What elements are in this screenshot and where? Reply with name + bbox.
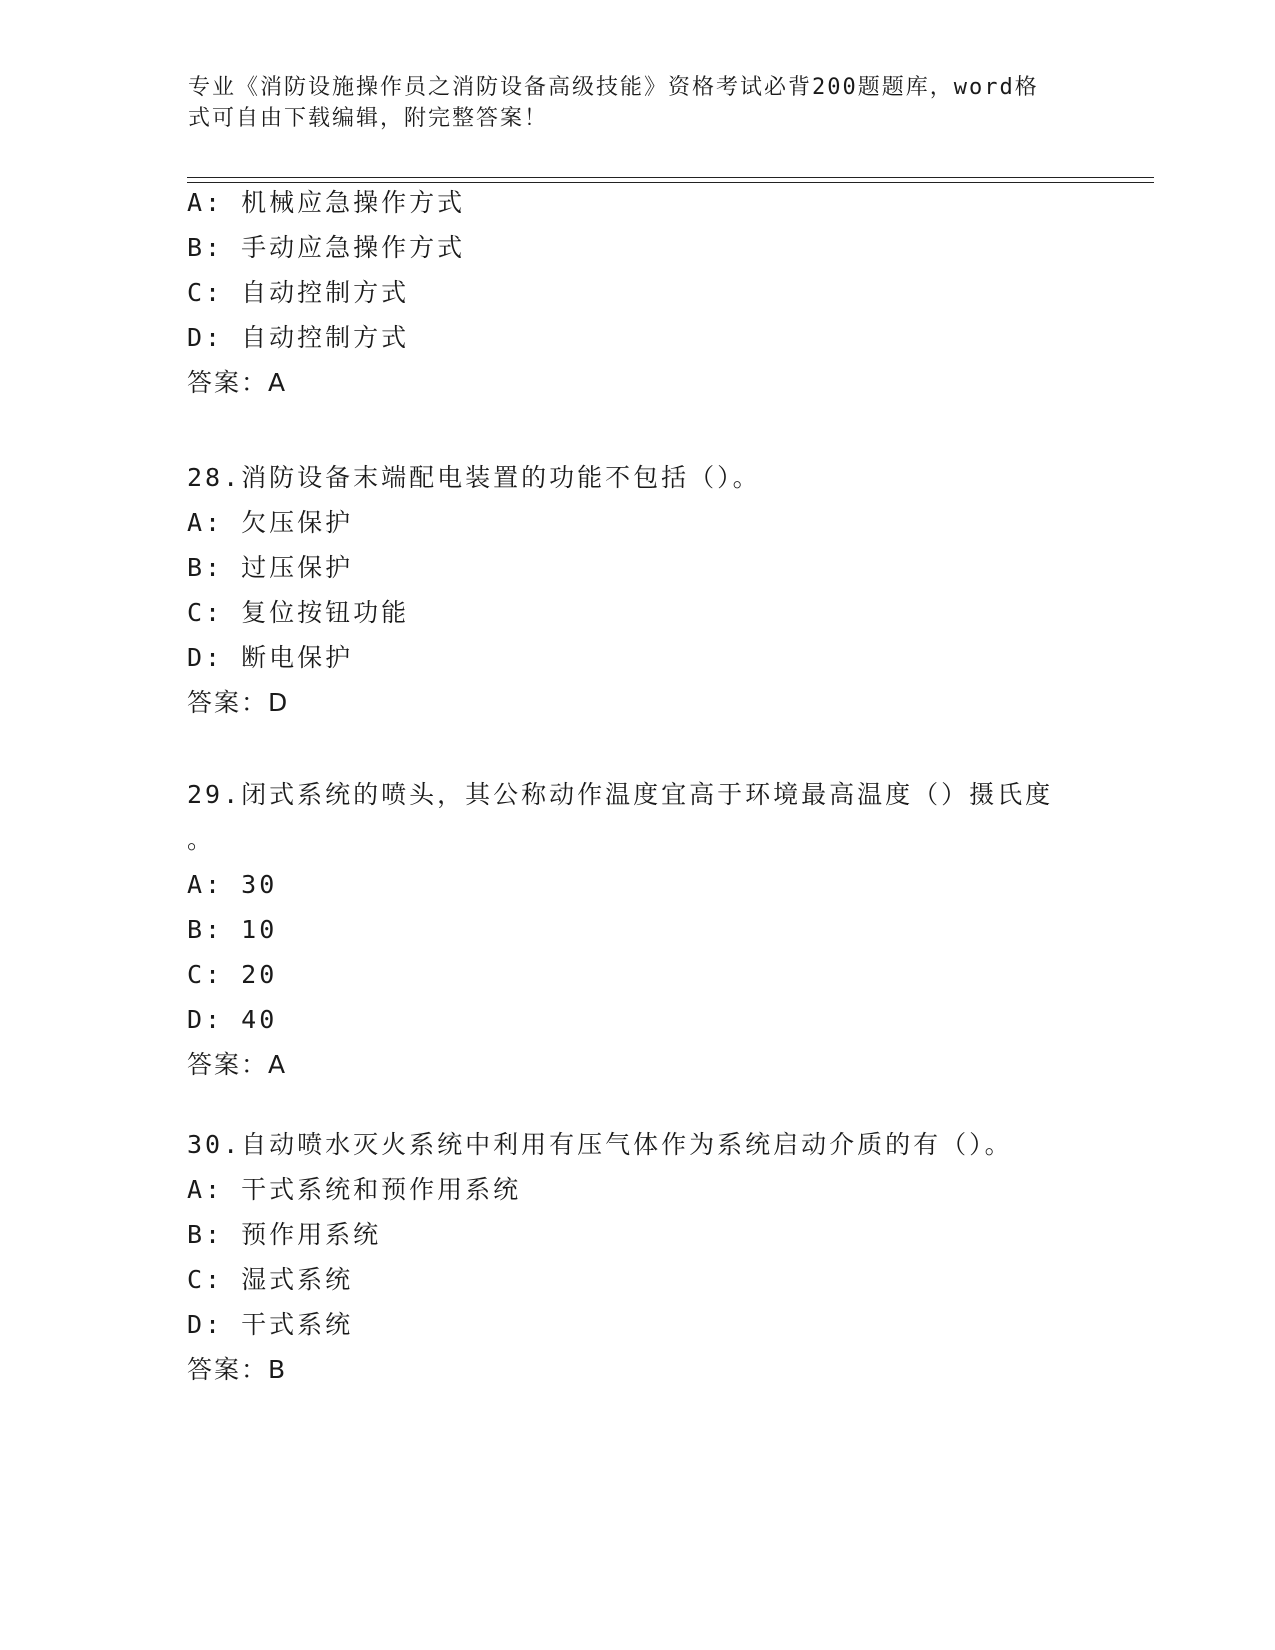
option-c: C: 自动控制方式 [187, 278, 410, 307]
option-c: C: 湿式系统 [187, 1265, 354, 1294]
document-header [188, 72, 1068, 134]
option-d: D: 断电保护 [187, 643, 354, 672]
option-b: B: 10 [187, 915, 278, 944]
question-text-continued: 。 [187, 825, 216, 854]
question-28-block [187, 455, 1087, 725]
option-b: B: 过压保护 [187, 553, 354, 582]
option-c: C: 复位按钮功能 [187, 598, 410, 627]
option-c: C: 20 [187, 960, 278, 989]
header-line-2: 式可自由下载编辑，附完整答案！ [188, 106, 549, 131]
question-text: 29.闭式系统的喷头，其公称动作温度宜高于环境最高温度（）摄氏度 [187, 780, 1054, 809]
question-30-block [187, 1122, 1087, 1392]
answer-label: 答案：A [187, 368, 288, 397]
option-d: D: 干式系统 [187, 1310, 354, 1339]
option-a: A: 干式系统和预作用系统 [187, 1175, 522, 1204]
option-a: A: 30 [187, 870, 278, 899]
question-29-block [187, 772, 1087, 1087]
option-b: B: 预作用系统 [187, 1220, 382, 1249]
question-27-block [187, 180, 1087, 405]
option-d: D: 自动控制方式 [187, 323, 410, 352]
answer-label: 答案：A [187, 1050, 288, 1079]
option-b: B: 手动应急操作方式 [187, 233, 466, 262]
option-a: A: 欠压保护 [187, 508, 354, 537]
option-a: A: 机械应急操作方式 [187, 188, 466, 217]
option-d: D: 40 [187, 1005, 278, 1034]
question-text: 30.自动喷水灭火系统中利用有压气体作为系统启动介质的有（）。 [187, 1130, 1013, 1159]
header-line-1: 专业《消防设施操作员之消防设备高级技能》资格考试必背200题题库，word格 [188, 75, 1039, 100]
answer-label: 答案：B [187, 1355, 288, 1384]
answer-label: 答案：D [187, 688, 290, 717]
question-text: 28.消防设备末端配电装置的功能不包括（）。 [187, 463, 761, 492]
